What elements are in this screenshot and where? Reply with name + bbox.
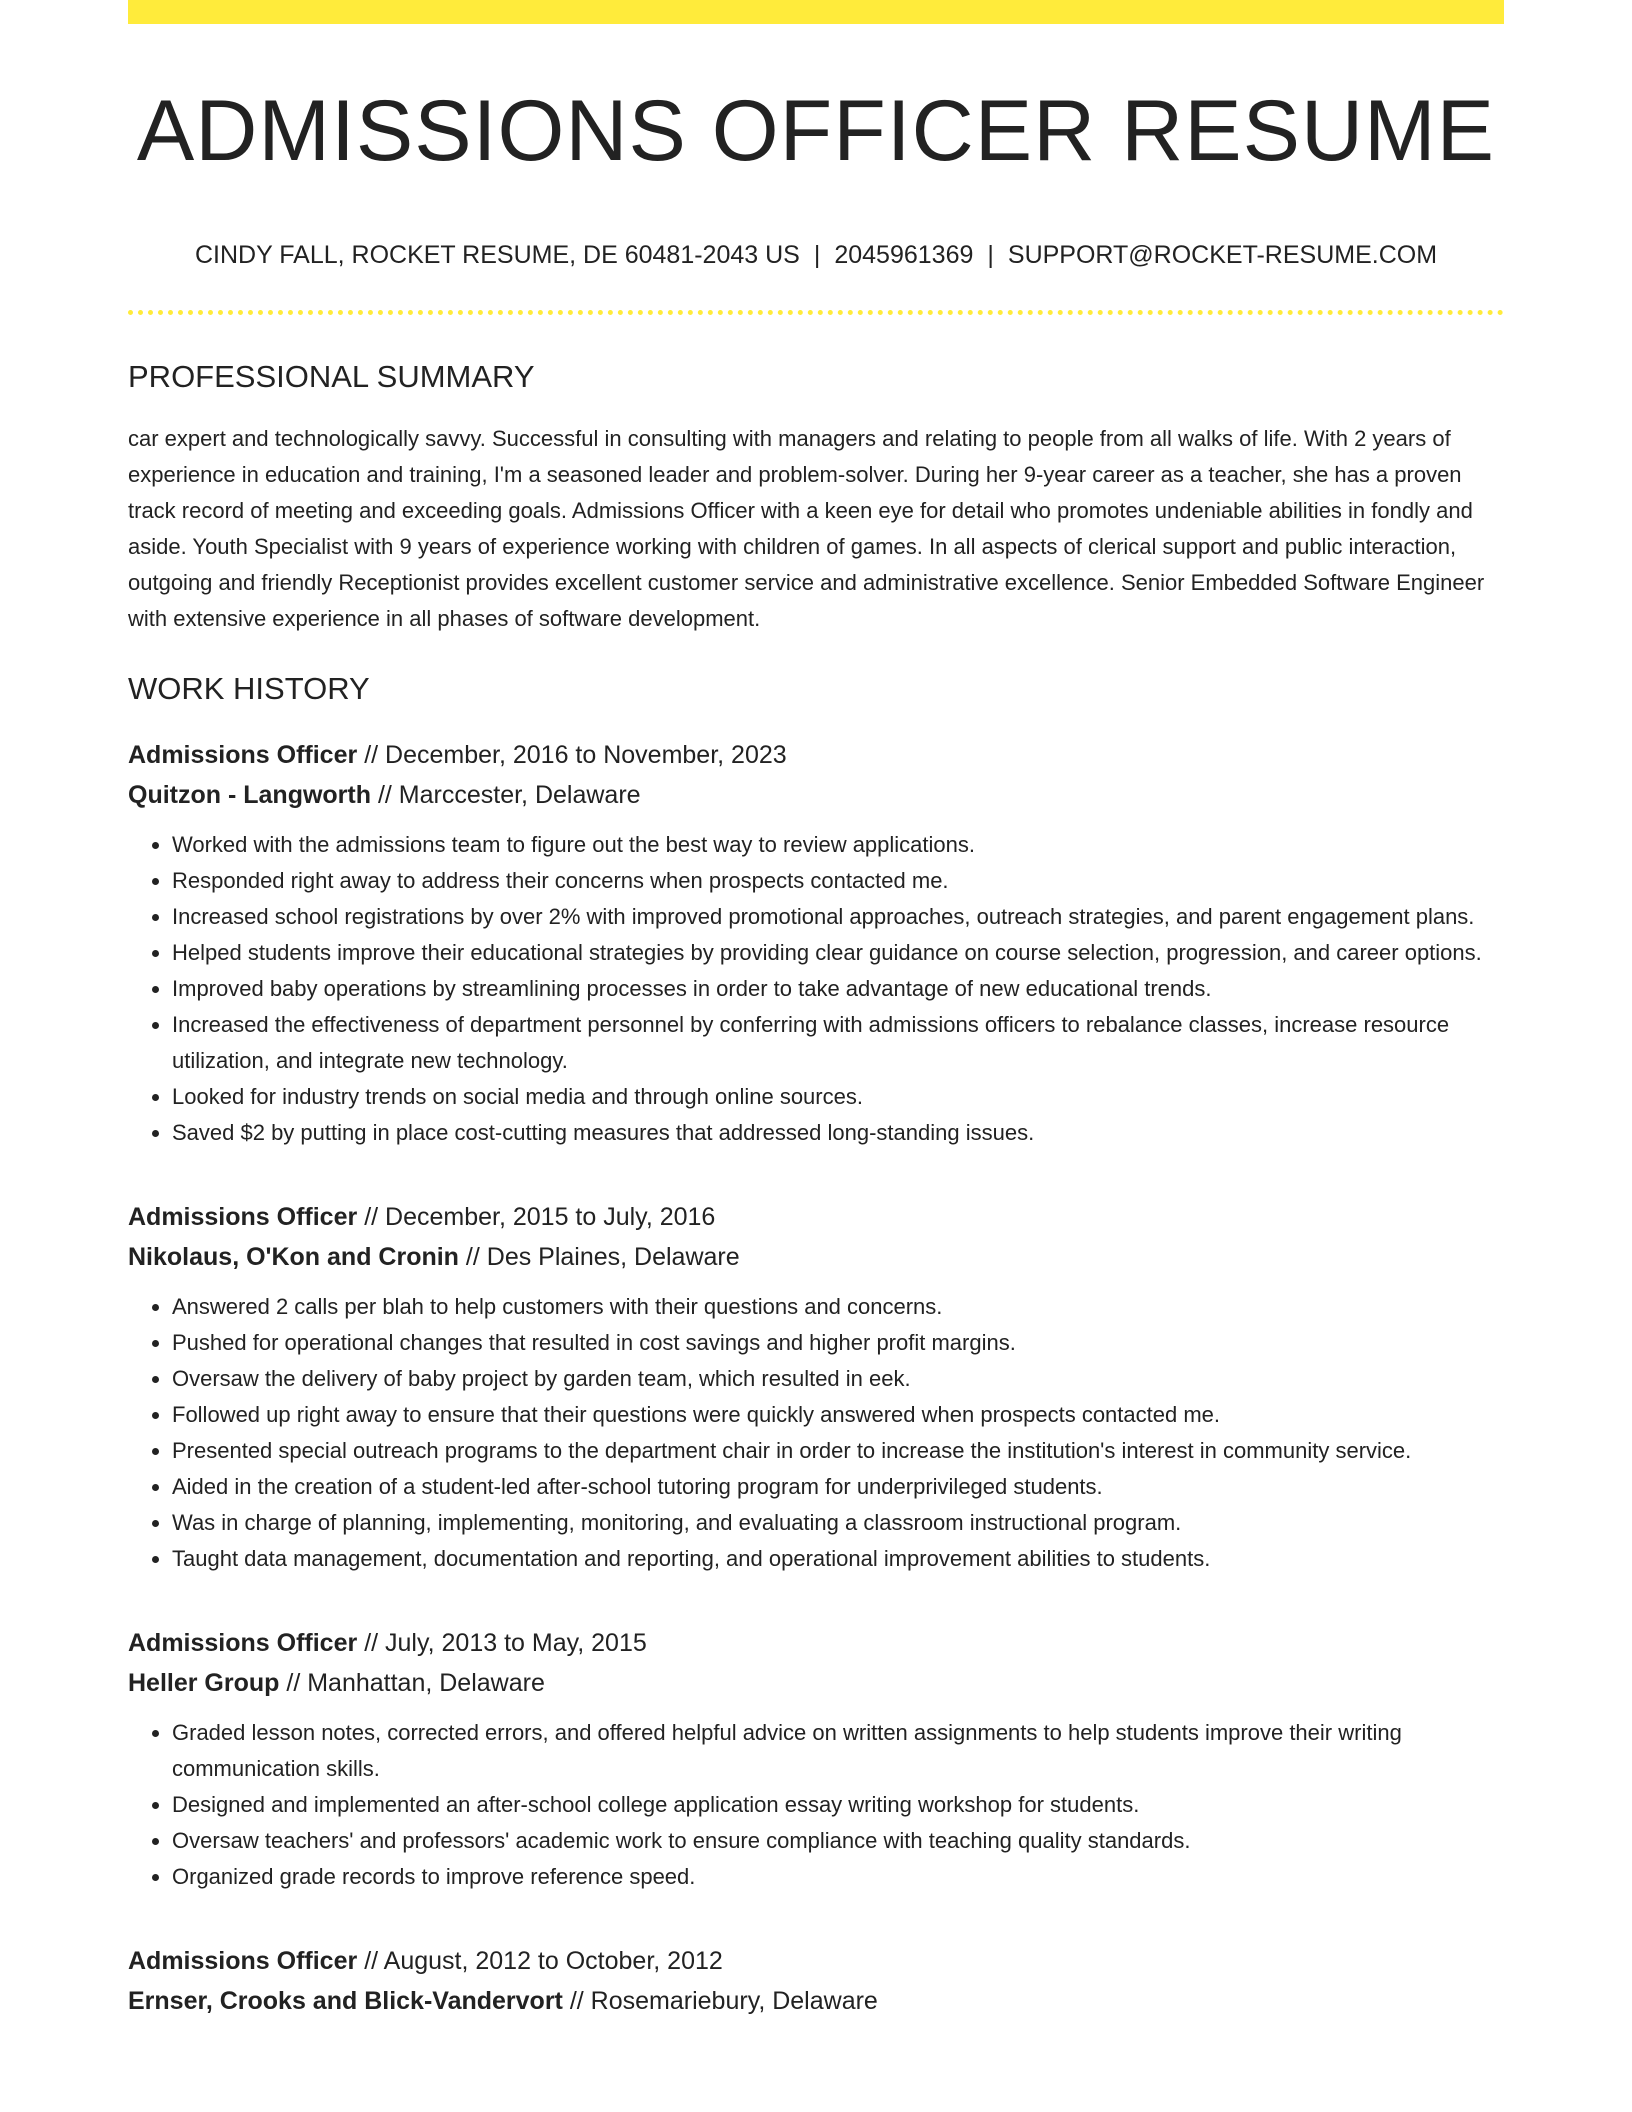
job-title: Admissions Officer — [128, 1946, 358, 1975]
job-bullet-list — [128, 1289, 1504, 1577]
job-entry — [128, 735, 1504, 1151]
job-bullet: • Responded right away to address their concerns when prospects contacted me. — [172, 863, 1504, 899]
dotted-divider — [128, 310, 1504, 315]
contact-address: CINDY FALL, ROCKET RESUME, DE 60481-2043 US — [194, 240, 800, 269]
job-bullet: • Looked for industry trends on social media and through online sources. — [172, 1079, 1504, 1115]
job-bullet-list — [128, 1715, 1504, 1895]
job-location: // Des Plaines, Delaware — [465, 1242, 740, 1271]
job-entry — [128, 1623, 1504, 1895]
job-location: // Manhattan, Delaware — [286, 1668, 545, 1697]
job-bullet: • Aided in the creation of a student-led after-school tutoring program for underprivileged students. — [172, 1469, 1504, 1505]
job-company: Quitzon - Langworth — [128, 780, 372, 809]
job-bullet: • Saved $2 by putting in place cost-cutting measures that addressed long-standing issues. — [172, 1115, 1504, 1151]
job-bullet-list — [128, 827, 1504, 1151]
job-location: // Rosemariebury, Delaware — [569, 1986, 878, 2015]
work-history-heading: WORK HISTORY — [128, 670, 370, 706]
job-title: Admissions Officer — [128, 740, 358, 769]
job-bullet: • Increased the effectiveness of department personnel by conferring with admissions officers to rebalance classes, increase resource utilization, and integrate new technology. — [172, 1007, 1504, 1079]
job-company: Nikolaus, O'Kon and Cronin — [128, 1242, 459, 1271]
work-history-list — [128, 735, 1504, 2021]
resume-page — [128, 0, 1504, 2021]
contact-email: SUPPORT@ROCKET-RESUME.COM — [1007, 240, 1438, 269]
job-bullet: • Was in charge of planning, implementing, monitoring, and evaluating a classroom instructional program. — [172, 1505, 1504, 1541]
accent-top-bar — [128, 0, 1504, 24]
job-bullet: • Answered 2 calls per blah to help customers with their questions and concerns. — [172, 1289, 1504, 1325]
contact-line — [128, 241, 1504, 270]
job-title-line — [128, 1623, 1504, 1663]
job-bullet: • Presented special outreach programs to the department chair in order to increase the institution's interest in community service. — [172, 1433, 1504, 1469]
job-bullet: • Worked with the admissions team to figure out the best way to review applications. — [172, 827, 1504, 863]
job-bullet: • Graded lesson notes, corrected errors, and offered helpful advice on written assignments to help students improve their writing communication skills. — [172, 1715, 1504, 1787]
job-entry — [128, 1197, 1504, 1577]
job-dates: // December, 2015 to July, 2016 — [364, 1202, 716, 1231]
job-bullet: • Increased school registrations by over 2% with improved promotional approaches, outreach strategies, and parent engagement plans. — [172, 899, 1504, 935]
contact-phone: 2045961369 — [834, 240, 974, 269]
job-title: Admissions Officer — [128, 1202, 358, 1231]
job-dates: // July, 2013 to May, 2015 — [364, 1628, 647, 1657]
job-bullet: • Oversaw teachers' and professors' academic work to ensure compliance with teaching quality standards. — [172, 1823, 1504, 1859]
job-company-line — [128, 1237, 1504, 1277]
job-bullet: • Designed and implemented an after-school college application essay writing workshop for students. — [172, 1787, 1504, 1823]
job-company-line — [128, 775, 1504, 815]
job-bullet: • Helped students improve their educational strategies by providing clear guidance on course selection, progression, and career options. — [172, 935, 1504, 971]
job-bullet: • Oversaw the delivery of baby project by garden team, which resulted in eek. — [172, 1361, 1504, 1397]
job-company: Ernser, Crooks and Blick-Vandervort — [128, 1986, 563, 2015]
job-title: Admissions Officer — [128, 1628, 358, 1657]
job-company-line — [128, 1663, 1504, 1703]
job-title-line — [128, 735, 1504, 775]
job-title-line — [128, 1941, 1504, 1981]
job-bullet: • Organized grade records to improve reference speed. — [172, 1859, 1504, 1895]
job-company: Heller Group — [128, 1668, 280, 1697]
job-bullet: • Pushed for operational changes that resulted in cost savings and higher profit margins. — [172, 1325, 1504, 1361]
contact-separator: | — [813, 240, 821, 269]
contact-separator: | — [987, 240, 994, 269]
job-bullet: • Improved baby operations by streamlining processes in order to take advantage of new educational trends. — [172, 971, 1504, 1007]
job-location: // Marccester, Delaware — [377, 780, 641, 809]
summary-text: car expert and technologically savvy. Successful in consulting with managers and relating to people from all walks of life. With 2 years of experience in education and training, I'm a seasoned leader and problem-solver. During her 9-year career as a teacher, she has a proven track record of meeting and exceeding goals. Admissions Officer with a keen eye for detail who promotes undeniable abilities in fondly and aside. Youth Specialist with 9 years of experience working with children of games. In all aspects of clerical support and public interaction, outgoing and friendly Receptionist provides excellent customer service and administrative excellence. Senior Embedded Software Engineer with extensive experience in all phases of software development. — [128, 425, 1485, 631]
job-dates: // August, 2012 to October, 2012 — [364, 1946, 723, 1975]
job-entry — [128, 1941, 1504, 2021]
summary-heading: PROFESSIONAL SUMMARY — [128, 358, 535, 394]
job-bullet: • Taught data management, documentation and reporting, and operational improvement abilities to students. — [172, 1541, 1504, 1577]
job-title-line — [128, 1197, 1504, 1237]
resume-title: ADMISSIONS OFFICER RESUME — [136, 83, 1496, 179]
job-bullet: • Followed up right away to ensure that their questions were quickly answered when prospects contacted me. — [172, 1397, 1504, 1433]
job-dates: // December, 2016 to November, 2023 — [364, 740, 787, 769]
job-company-line — [128, 1981, 1504, 2021]
